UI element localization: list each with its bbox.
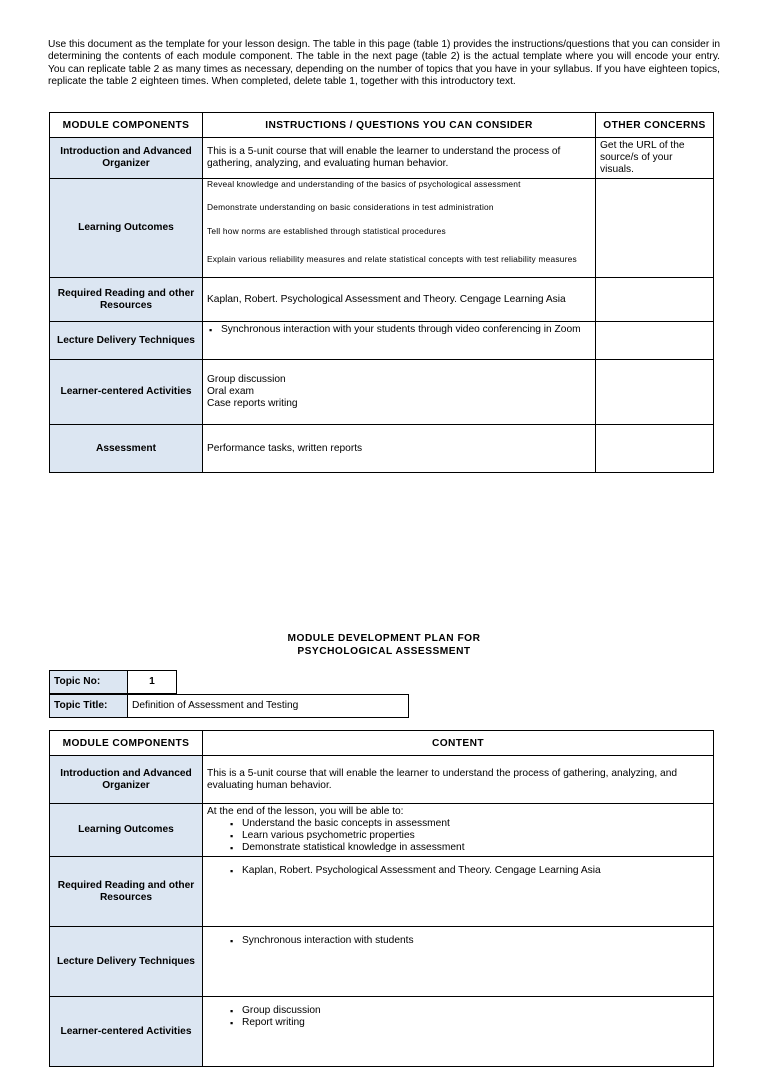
table-row bbox=[50, 997, 714, 1067]
list-item: Demonstrate understanding on basic considerations in test administration bbox=[207, 202, 494, 212]
plan-title-line1: MODULE DEVELOPMENT PLAN FOR bbox=[287, 633, 481, 644]
header-other-concerns: OTHER CONCERNS bbox=[596, 113, 714, 138]
topic-title-value: Definition of Assessment and Testing bbox=[128, 695, 409, 718]
row-label-lecture: Lecture Delivery Techniques bbox=[50, 322, 203, 360]
empty-cell bbox=[596, 278, 714, 322]
table-row bbox=[50, 804, 714, 857]
header-content: CONTENT bbox=[203, 731, 714, 756]
row-label-intro: Introduction and Advanced Organizer bbox=[50, 138, 203, 179]
list-item: Group discussion bbox=[207, 374, 286, 385]
list-item: Case reports writing bbox=[207, 398, 298, 409]
list-item: ▪ Demonstrate statistical knowledge in assessment bbox=[207, 842, 709, 854]
reading-cell: Kaplan, Robert. Psychological Assessment and Theory. Cengage Learning Asia bbox=[203, 278, 596, 322]
row-label-reading: Required Reading and other Resources bbox=[50, 857, 203, 927]
assessment-cell: Performance tasks, written reports bbox=[203, 425, 596, 473]
lecture-cell bbox=[203, 927, 714, 997]
list-item: ▪ Group discussion bbox=[207, 1005, 709, 1017]
table-row bbox=[50, 927, 714, 997]
header-module-components: MODULE COMPONENTS bbox=[50, 113, 203, 138]
row-label-intro: Introduction and Advanced Organizer bbox=[50, 756, 203, 804]
header-instructions: INSTRUCTIONS / QUESTIONS YOU CAN CONSIDER bbox=[203, 113, 596, 138]
row-label-activities: Learner-centered Activities bbox=[50, 360, 203, 425]
empty-cell bbox=[596, 179, 714, 278]
table-row bbox=[50, 756, 714, 804]
list-item: Explain various reliability measures and relate statistical concepts with test reliability measures bbox=[207, 254, 577, 264]
list-item: Reveal knowledge and understanding of the basics of psychological assessment bbox=[207, 179, 521, 189]
other-concerns-cell: Get the URL of the source/s of your visuals. bbox=[596, 138, 714, 179]
table2-header-row bbox=[50, 731, 714, 756]
learning-outcomes-cell bbox=[203, 804, 714, 857]
list-item: ▪ Understand the basic concepts in assessment bbox=[207, 818, 709, 830]
table-row bbox=[50, 179, 714, 278]
table-row bbox=[50, 857, 714, 927]
list-item: Oral exam bbox=[207, 386, 254, 397]
topic-title-table bbox=[49, 694, 409, 718]
row-label-activities: Learner-centered Activities bbox=[50, 997, 203, 1067]
list-item: ▪ Synchronous interaction with your students through video conferencing in Zoom bbox=[207, 324, 591, 336]
table-row bbox=[50, 278, 714, 322]
list-item: Tell how norms are established through statistical procedures bbox=[207, 226, 446, 236]
empty-cell bbox=[596, 425, 714, 473]
topic-no-label: Topic No: bbox=[50, 671, 128, 694]
table-row bbox=[50, 322, 714, 360]
module-plan-table bbox=[49, 730, 714, 1067]
row-label-learning-outcomes: Learning Outcomes bbox=[50, 804, 203, 857]
list-item: ▪ Kaplan, Robert. Psychological Assessment and Theory. Cengage Learning Asia bbox=[207, 865, 709, 877]
topic-title-label: Topic Title: bbox=[50, 695, 128, 718]
header-module-components: MODULE COMPONENTS bbox=[50, 731, 203, 756]
topic-no-table bbox=[49, 670, 177, 694]
learning-outcomes-cell bbox=[203, 179, 596, 278]
activities-cell bbox=[203, 997, 714, 1067]
row-label-learning-outcomes: Learning Outcomes bbox=[50, 179, 203, 278]
intro-cell: This is a 5-unit course that will enable the learner to understand the process of gathering, analyzing, and evaluating human behavior. bbox=[203, 756, 714, 804]
table-row bbox=[50, 425, 714, 473]
row-label-lecture: Lecture Delivery Techniques bbox=[50, 927, 203, 997]
row-label-reading: Required Reading and other Resources bbox=[50, 278, 203, 322]
row-label-assessment: Assessment bbox=[50, 425, 203, 473]
plan-title bbox=[0, 632, 768, 658]
list-item: ▪ Learn various psychometric properties bbox=[207, 830, 709, 842]
table1-header-row bbox=[50, 113, 714, 138]
activities-cell bbox=[203, 360, 596, 425]
reading-cell bbox=[203, 857, 714, 927]
intro-cell: This is a 5-unit course that will enable the learner to understand the process of gathering, analyzing, and evaluating human behavior. bbox=[203, 138, 596, 179]
lecture-cell bbox=[203, 322, 596, 360]
empty-cell bbox=[596, 322, 714, 360]
learning-outcomes-lead: At the end of the lesson, you will be able to: bbox=[207, 806, 404, 817]
intro-paragraph: Use this document as the template for your lesson design. The table in this page (table 1) provides the instructions/questions that you can consider in determining the contents of each module component. The table in the next page (table 2) is the actual template where you will encode your entry. You can replicate table 2 as many times as necessary, depending on the number of topics that you have in your syllabus. If you have eighteen topics, replicate the table 2 eighteen times. When completed, delete table 1, together with this introductory text. bbox=[48, 39, 721, 88]
instructions-table bbox=[49, 112, 714, 473]
table-row bbox=[50, 138, 714, 179]
list-item: ▪ Report writing bbox=[207, 1017, 709, 1029]
empty-cell bbox=[596, 360, 714, 425]
table-row bbox=[50, 360, 714, 425]
plan-title-line2: PSYCHOLOGICAL ASSESSMENT bbox=[297, 646, 471, 657]
topic-no-value: 1 bbox=[128, 671, 177, 694]
list-item: ▪ Synchronous interaction with students bbox=[207, 935, 709, 947]
